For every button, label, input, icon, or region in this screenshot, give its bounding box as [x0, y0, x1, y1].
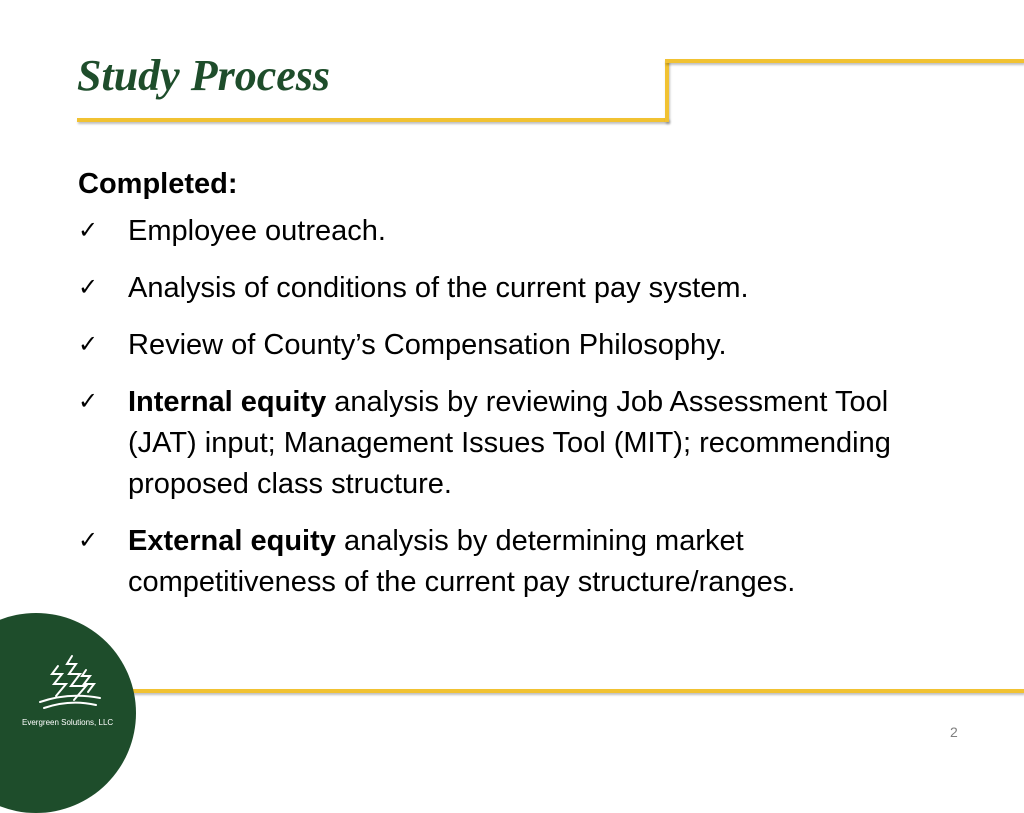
check-icon: ✓ [78, 526, 99, 554]
bullet-text: Analysis of conditions of the current pay system. [128, 272, 749, 304]
title-underline [77, 118, 669, 122]
evergreen-tree-icon [34, 652, 104, 712]
check-icon: ✓ [78, 216, 99, 244]
check-icon: ✓ [78, 273, 99, 301]
bullet-text: analysis by determining market competitiveness of the current pay structure/ranges. [128, 525, 796, 598]
list-item [78, 268, 958, 309]
company-logo-circle [0, 613, 136, 813]
slide-title: Study Process [77, 51, 330, 100]
logo-company-name: Evergreen Solutions, LLC [22, 718, 114, 727]
title-step-divider [665, 59, 669, 122]
bullet-bold: External equity [128, 525, 336, 557]
list-item [78, 211, 958, 252]
bullet-bold: Internal equity [128, 386, 327, 418]
list-item [78, 325, 958, 366]
slide-body [78, 165, 958, 619]
list-item [78, 521, 958, 603]
check-icon: ✓ [78, 387, 99, 415]
bullet-text: Employee outreach. [128, 215, 386, 247]
completed-list [78, 211, 958, 603]
title-top-rule [665, 59, 1024, 63]
page-number: 2 [950, 724, 958, 740]
bullet-text: analysis by reviewing Job Assessment Tool (JAT) input; Management Issues Tool (MIT); recommending proposed class structure. [128, 386, 891, 500]
list-item [78, 382, 958, 505]
completed-heading: Completed: [78, 168, 238, 200]
check-icon: ✓ [78, 330, 99, 358]
footer-rule [130, 689, 1024, 693]
bullet-text: Review of County’s Compensation Philosophy. [128, 329, 727, 361]
